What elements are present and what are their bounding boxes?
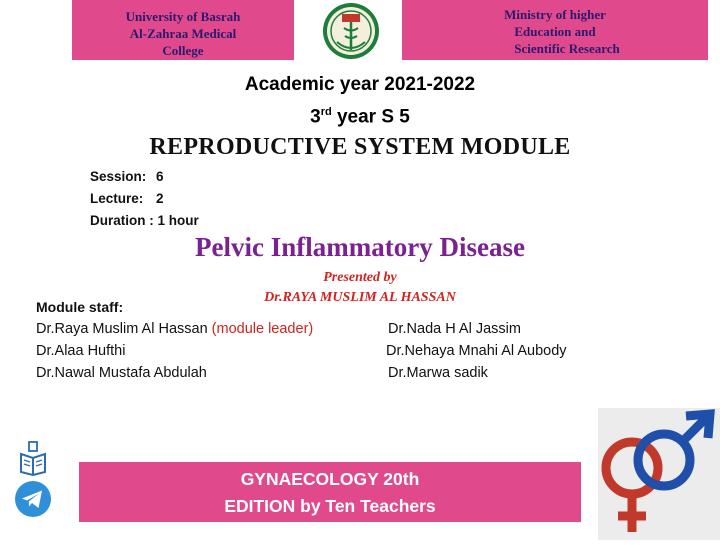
year-number: 3 (310, 106, 321, 128)
study-year (0, 106, 720, 128)
staff-left-1 (36, 321, 313, 337)
header-left-box (72, 0, 294, 60)
lecture-value: 2 (156, 191, 164, 206)
header-right-line-3: Scientific Research (514, 41, 620, 56)
staff-left-3: Dr.Nawal Mustafa Abdulah (36, 365, 207, 381)
staff-right-1: Dr.Nada H Al Jassim (388, 321, 521, 337)
lecture-label: Lecture: (90, 191, 144, 206)
staff-role: (module leader) (211, 321, 314, 337)
reference-line-2: EDITION by Ten Teachers (224, 496, 436, 516)
staff-left-2: Dr.Alaa Hufthi (36, 343, 126, 359)
header-left-line-3: College (162, 43, 204, 58)
header-right-line-2: Education and (514, 24, 596, 39)
staff-right-2: Dr.Nehaya Mnahi Al Aubody (386, 343, 567, 359)
academic-year: Academic year 2021-2022 (244, 74, 476, 95)
module-title: REPRODUCTIVE SYSTEM MODULE (149, 134, 571, 160)
year-semester: year S 5 (331, 106, 410, 128)
header-right-box (402, 0, 708, 60)
staff-name: Dr.Raya Muslim Al Hassan (36, 321, 212, 337)
telegram-icon[interactable] (14, 480, 52, 518)
staff-right-3: Dr.Marwa sadik (388, 365, 488, 381)
lecture-title: Pelvic Inflammatory Disease (195, 232, 525, 262)
staff-heading: Module staff: (36, 299, 124, 315)
header-left-line-2: Al-Zahraa Medical (129, 26, 237, 41)
gender-symbols-icon (598, 408, 720, 540)
college-seal-icon (322, 2, 380, 60)
session-label: Session: (90, 169, 147, 184)
duration: Duration : 1 hour (90, 213, 199, 228)
header-right-line-1: Ministry of higher (504, 7, 606, 22)
year-ordinal: rd (320, 106, 332, 118)
session-value: 6 (156, 169, 164, 184)
book-icon[interactable] (18, 440, 48, 476)
header-left-line-1: University of Basrah (125, 9, 241, 24)
reference-box (79, 462, 581, 522)
session-info (90, 166, 199, 232)
presented-by-label: Presented by (323, 270, 397, 285)
reference-line-1: GYNAECOLOGY 20th (240, 469, 420, 489)
presenter-name: Dr.RAYA MUSLIM AL HASSAN (264, 290, 456, 305)
